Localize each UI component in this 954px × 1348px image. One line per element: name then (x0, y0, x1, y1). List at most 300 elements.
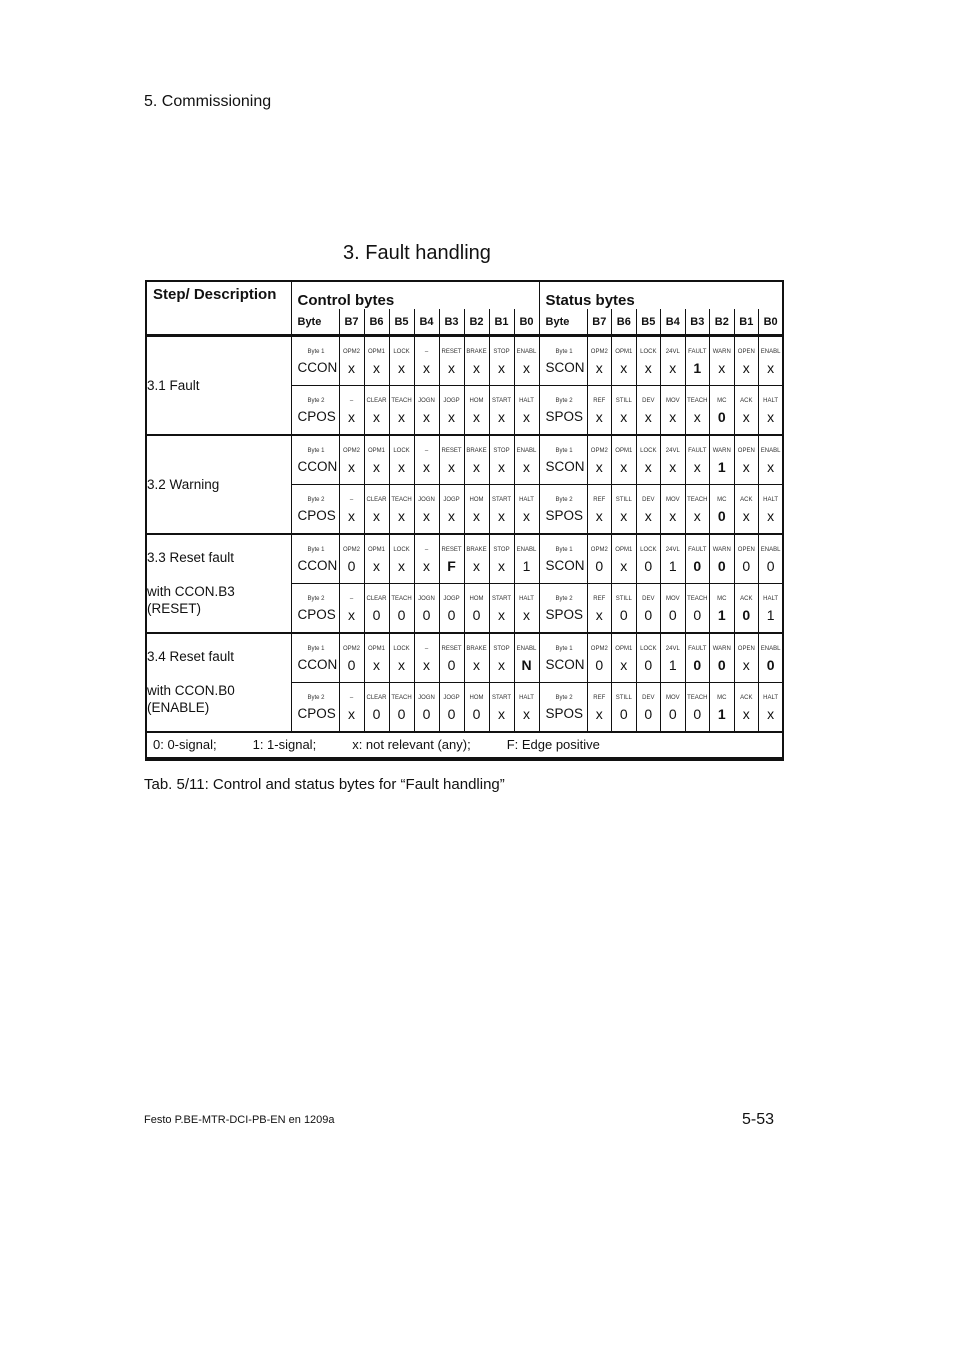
bit-value: 1 (693, 360, 702, 377)
bit-label: ENABL (516, 547, 537, 553)
bit-value: 0 (397, 607, 406, 623)
bit-label: JOGP (443, 596, 460, 602)
bit-cell (464, 534, 489, 584)
bit-label: RESET (441, 349, 462, 356)
bit-label: BRAKE (466, 646, 487, 652)
bit-cell (414, 682, 439, 732)
register-name: SPOS (545, 508, 584, 523)
byte-number: Byte 2 (307, 398, 325, 404)
bit-label: ACK (740, 596, 753, 602)
status-byte-cell (539, 583, 587, 633)
bit-value: x (373, 508, 380, 524)
bit-value: x (767, 459, 775, 475)
bit-cell (661, 583, 686, 633)
bit-label: HALT (519, 398, 534, 404)
bit-value: x (669, 409, 677, 425)
control-byte-cell (291, 633, 339, 683)
bit-cell (489, 534, 514, 584)
bit-cell (364, 336, 389, 386)
bit-cell (710, 336, 735, 386)
bit-value: x (498, 706, 505, 722)
status-byte-cell (539, 682, 587, 732)
bit-cell (339, 583, 364, 633)
bit-value: 0 (619, 706, 628, 722)
bit-label: HALT (763, 398, 779, 404)
bit-label: OPM2 (590, 448, 608, 454)
bit-value: 0 (668, 706, 677, 722)
bit-cell (636, 633, 661, 683)
bit-value: x (398, 657, 405, 673)
table-row (146, 435, 783, 485)
bit-label: ACK (740, 695, 753, 701)
bit-cell (464, 633, 489, 683)
control-byte-cell (291, 484, 339, 534)
bit-label: TEACH (687, 596, 708, 602)
bit-cell (514, 435, 539, 485)
bit-cell (489, 435, 514, 485)
section-heading: 5. Commissioning (144, 93, 272, 110)
bit-label: OPEN (737, 349, 755, 356)
bit-label: OPM2 (590, 646, 608, 652)
step-subtitle: with CCON.B3 (RESET) (147, 584, 235, 616)
bit-column-header: B0 (759, 309, 784, 336)
bit-cell (464, 682, 489, 732)
register-name: CCON (297, 558, 338, 573)
bit-value: 0 (693, 558, 702, 574)
bit-value: x (644, 409, 652, 425)
bit-cell (339, 385, 364, 435)
bit-cell (612, 682, 637, 732)
bit-cell (661, 633, 686, 683)
bit-cell (389, 435, 414, 485)
bit-value: x (523, 459, 531, 475)
bit-value: x (373, 360, 380, 377)
bit-label: TEACH (687, 398, 708, 404)
byte-number: Byte 1 (555, 646, 573, 652)
bit-cell (389, 633, 414, 683)
bit-label: CLEAR (366, 596, 387, 602)
bit-value: x (373, 409, 380, 425)
bit-label: OPEN (737, 448, 755, 454)
bit-label: HOM (469, 497, 484, 503)
bit-cell (734, 633, 759, 683)
bit-column-header: B6 (364, 309, 389, 336)
bit-label: LOCK (640, 547, 657, 553)
bit-value: x (498, 657, 505, 673)
bit-value: x (448, 409, 455, 425)
bit-cell (364, 682, 389, 732)
table-row (146, 336, 783, 386)
bit-cell (661, 484, 686, 534)
bit-label: LOCK (393, 448, 410, 454)
bit-cell (587, 385, 612, 435)
status-bytes-label: Status bytes (545, 292, 635, 309)
bit-label: MOV (665, 398, 680, 404)
bit-label: HOM (469, 398, 484, 404)
bit-label: 24VL (665, 646, 680, 652)
bit-value: x (742, 706, 750, 722)
bit-label: – (349, 398, 354, 404)
bit-label: DEV (642, 596, 655, 602)
step-description-header (146, 281, 291, 336)
byte-number: Byte 1 (555, 349, 573, 356)
bit-label: MOV (665, 695, 680, 701)
step-subtitle: with CCON.B0 (ENABLE) (147, 683, 235, 715)
register-name: CCON (297, 657, 338, 672)
bit-label: STILL (615, 695, 632, 701)
bit-cell (364, 435, 389, 485)
bit-cell (514, 682, 539, 732)
bit-cell (661, 435, 686, 485)
bit-column-header: B5 (389, 309, 414, 336)
bit-value: x (348, 706, 355, 722)
bit-value: x (644, 508, 652, 524)
bit-label: – (424, 646, 429, 652)
bit-cell (734, 385, 759, 435)
bit-cell (734, 435, 759, 485)
table-row (146, 534, 783, 584)
bit-column-header: B2 (710, 309, 735, 336)
bit-cell (587, 633, 612, 683)
bit-cell (661, 534, 686, 584)
bit-cell (636, 385, 661, 435)
bit-label: OPEN (737, 547, 755, 553)
bit-cell (364, 633, 389, 683)
bit-value: x (498, 409, 505, 425)
bit-cell (661, 336, 686, 386)
bit-cell (587, 583, 612, 633)
document-id: Festo P.BE-MTR-DCI-PB-EN en 1209a (144, 1114, 335, 1126)
bit-cell (759, 633, 784, 683)
bit-cell (364, 484, 389, 534)
bit-label: TEACH (391, 596, 412, 602)
bit-value: 0 (619, 607, 628, 623)
bit-label: REF (593, 596, 606, 602)
bit-value: x (448, 508, 455, 524)
bit-label: HALT (519, 497, 534, 503)
step-title: 3.4 Reset fault (147, 649, 235, 664)
bit-cell (710, 385, 735, 435)
bit-value: 0 (397, 706, 406, 722)
bit-cell (439, 336, 464, 386)
bit-label: WARN (712, 646, 731, 652)
bit-cell (612, 484, 637, 534)
bit-value: F (447, 558, 456, 574)
bit-cell (364, 534, 389, 584)
bit-cell (759, 682, 784, 732)
byte-number: Byte 1 (555, 547, 573, 553)
bit-cell (489, 682, 514, 732)
bit-label: OPM2 (590, 349, 608, 356)
bit-value: x (448, 360, 455, 377)
bit-column-header: B2 (464, 309, 489, 336)
bit-value: x (595, 360, 603, 377)
bit-value: 0 (347, 657, 356, 673)
bit-column-header: B3 (685, 309, 710, 336)
bit-cell (489, 583, 514, 633)
bit-value: x (373, 459, 380, 475)
table-caption: Tab. 5/11: Control and status bytes for “Fault handling” (144, 776, 505, 793)
bit-value: x (498, 508, 505, 524)
bit-cell (389, 385, 414, 435)
bit-value: 0 (717, 508, 726, 524)
bit-value: x (448, 459, 455, 475)
bit-label: ENABL (516, 448, 537, 454)
bit-value: x (398, 459, 405, 475)
bit-label: OPM2 (342, 547, 360, 553)
bit-label: WARN (712, 547, 731, 553)
status-byte-cell (539, 484, 587, 534)
bit-cell (612, 633, 637, 683)
bit-value: x (693, 508, 701, 524)
bit-value: x (398, 360, 405, 377)
bit-cell (587, 682, 612, 732)
bit-value: x (595, 409, 603, 425)
bit-column-header: B1 (734, 309, 759, 336)
bit-cell (710, 633, 735, 683)
bit-label: JOGN (418, 398, 435, 404)
bit-value: x (473, 459, 480, 475)
register-name: SPOS (545, 409, 584, 424)
bit-value: 0 (447, 657, 456, 673)
bit-value: x (620, 360, 628, 377)
bit-cell (734, 682, 759, 732)
bit-value: 0 (742, 607, 751, 623)
register-name: CPOS (297, 706, 336, 721)
bit-label: STILL (615, 398, 632, 404)
bit-value: x (669, 360, 677, 377)
bit-label: BRAKE (466, 547, 487, 553)
bit-cell (710, 435, 735, 485)
status-byte-cell (539, 385, 587, 435)
bit-label: MC (717, 497, 727, 503)
bit-cell (339, 534, 364, 584)
bit-column-header: B6 (612, 309, 637, 336)
bit-cell (439, 435, 464, 485)
status-byte-cell (539, 435, 587, 485)
bit-cell (414, 583, 439, 633)
bit-value: 0 (668, 607, 677, 623)
bit-label: – (349, 497, 354, 503)
page-title: 3. Fault handling (343, 242, 491, 264)
bit-value: x (669, 508, 677, 524)
bit-label: LOCK (393, 646, 410, 652)
bit-value: x (742, 508, 750, 524)
bit-value: N (521, 657, 532, 673)
bit-value: x (423, 657, 430, 673)
bit-cell (464, 484, 489, 534)
bit-cell (685, 682, 710, 732)
bit-label: OPM2 (342, 448, 360, 454)
bit-label: STOP (493, 547, 510, 553)
bit-value: x (523, 706, 531, 722)
byte-number: Byte 2 (307, 695, 325, 701)
bit-cell (514, 534, 539, 584)
bit-label: TEACH (687, 497, 708, 503)
bit-cell (685, 336, 710, 386)
bit-value: x (473, 409, 480, 425)
bit-value: x (398, 558, 405, 574)
bit-label: TEACH (687, 695, 708, 701)
bit-value: x (523, 360, 531, 377)
bit-cell (759, 583, 784, 633)
bit-value: x (498, 607, 505, 623)
bit-label: – (349, 596, 354, 602)
bit-label: OPM1 (367, 448, 385, 454)
bit-label: REF (593, 497, 606, 503)
bit-label: ENABL (760, 547, 781, 553)
bit-label: OPM1 (615, 547, 633, 553)
bit-column-header: B4 (414, 309, 439, 336)
bit-value: x (718, 360, 726, 377)
bit-value: 0 (644, 706, 653, 722)
legend-row (146, 732, 783, 759)
bit-cell (514, 583, 539, 633)
bit-label: RESET (441, 646, 462, 652)
bit-label: – (424, 547, 429, 553)
byte-number: Byte 1 (555, 448, 573, 454)
bit-cell (414, 633, 439, 683)
bit-label: RESET (441, 448, 462, 454)
bit-label: ACK (740, 497, 753, 503)
bit-label: DEV (642, 497, 655, 503)
bit-cell (759, 385, 784, 435)
bit-label: HALT (763, 497, 779, 503)
bit-label: STILL (615, 596, 632, 602)
bit-value: 0 (644, 657, 653, 673)
bit-label: HALT (519, 695, 534, 701)
bit-label: ENABL (516, 349, 537, 356)
bit-column-header: B5 (636, 309, 661, 336)
bit-cell (439, 682, 464, 732)
bit-label: FAULT (688, 646, 707, 652)
bit-label: LOCK (640, 646, 657, 652)
step-title: 3.3 Reset fault (147, 550, 235, 565)
bit-label: JOGN (418, 497, 435, 503)
control-byte-cell (291, 336, 339, 386)
bit-value: x (742, 657, 750, 673)
bit-label: START (491, 695, 512, 701)
bit-label: HOM (469, 695, 484, 701)
bit-value: x (373, 558, 380, 574)
bit-cell (414, 534, 439, 584)
bit-label: WARN (712, 349, 731, 356)
bit-value: 0 (595, 558, 604, 574)
bit-value: 1 (717, 607, 726, 623)
bit-value: x (644, 360, 652, 377)
step-description (146, 336, 291, 435)
status-byte-cell (539, 633, 587, 683)
bit-value: x (523, 409, 531, 425)
bit-value: x (767, 360, 775, 377)
fault-handling-table (145, 280, 784, 761)
bit-cell (414, 435, 439, 485)
bit-cell (514, 484, 539, 534)
bit-label: CLEAR (366, 497, 387, 503)
legend-item: 0: 0-signal; (153, 737, 217, 752)
control-byte-cell (291, 435, 339, 485)
bit-value: 0 (766, 558, 775, 574)
bit-label: BRAKE (466, 349, 487, 356)
bit-value: x (595, 459, 603, 475)
bit-value: 0 (372, 706, 381, 722)
bit-value: 0 (644, 558, 653, 574)
bit-value: x (693, 459, 701, 475)
step-title: 3.2 Warning (147, 476, 220, 492)
byte-number: Byte 2 (555, 398, 573, 404)
bit-value: x (423, 459, 430, 475)
bit-label: STOP (493, 646, 510, 652)
bit-cell (636, 682, 661, 732)
bit-label: FAULT (688, 448, 707, 454)
bit-column-header: B4 (661, 309, 686, 336)
legend-item: F: Edge positive (506, 737, 600, 752)
bit-label: ENABL (760, 349, 781, 356)
control-byte-cell (291, 385, 339, 435)
step-description (146, 633, 291, 732)
bit-label: FAULT (688, 547, 707, 553)
bit-label: ENABL (516, 646, 537, 652)
control-byte-cell (291, 682, 339, 732)
bit-label: OPM1 (615, 448, 633, 454)
bit-column-header: B0 (514, 309, 539, 336)
bit-value: 0 (717, 409, 726, 425)
bit-label: REF (593, 398, 606, 404)
bit-cell (759, 435, 784, 485)
bit-cell (636, 583, 661, 633)
bit-cell (489, 385, 514, 435)
bit-label: OPM1 (367, 547, 385, 553)
bit-cell (636, 534, 661, 584)
bit-label: – (424, 349, 429, 356)
bit-cell (339, 336, 364, 386)
bit-cell (587, 484, 612, 534)
bit-value: x (348, 459, 355, 475)
bit-value: 0 (644, 607, 653, 623)
bit-label: MOV (665, 596, 680, 602)
bit-value: x (498, 558, 505, 574)
step-header-label: Step/ Description (153, 286, 277, 303)
bit-label: STOP (493, 448, 510, 454)
bit-label: HALT (763, 695, 779, 701)
control-byte-cell (291, 583, 339, 633)
bit-cell (339, 484, 364, 534)
bit-cell (339, 435, 364, 485)
byte-number: Byte 1 (307, 646, 325, 652)
bit-label: STILL (615, 497, 632, 503)
bit-label: OPM1 (615, 646, 633, 652)
bit-cell (710, 583, 735, 633)
bit-label: HALT (763, 596, 779, 602)
bit-label: CLEAR (366, 695, 387, 701)
bit-label: OPM1 (367, 349, 385, 356)
bit-cell (587, 534, 612, 584)
bit-cell (389, 682, 414, 732)
legend-item: 1: 1-signal; (252, 737, 317, 752)
bit-label: DEV (642, 398, 655, 404)
legend (146, 732, 783, 759)
bit-value: x (742, 459, 750, 475)
bit-column-header: B3 (439, 309, 464, 336)
bit-value: 0 (693, 706, 702, 722)
bit-value: x (523, 607, 531, 623)
bit-label: OPM2 (590, 547, 608, 553)
bit-cell (439, 633, 464, 683)
bit-cell (759, 336, 784, 386)
bit-value: x (498, 360, 505, 377)
bit-cell (389, 534, 414, 584)
bit-label: LOCK (393, 349, 410, 356)
